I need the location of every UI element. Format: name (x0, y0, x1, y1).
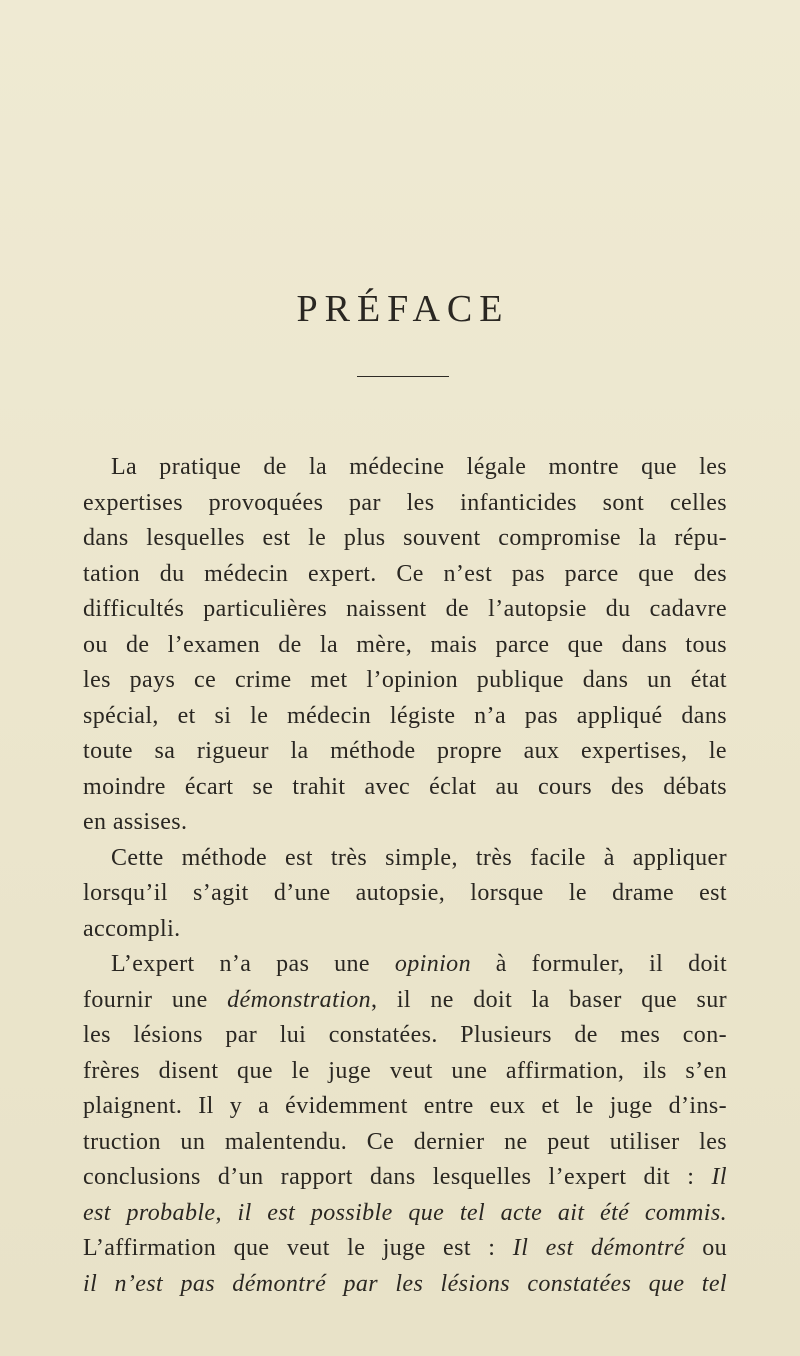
text-line (83, 947, 727, 983)
text-line: les pays ce crime met l’opinion publique dans un état (83, 667, 727, 693)
paragraph-2 (83, 841, 727, 948)
emphasis-text: il n’est pas démontré par les lésions constatées que tel (83, 1270, 727, 1297)
text-line (83, 1267, 727, 1303)
text-line: expertises provoquées par les infanticides sont celles (83, 489, 727, 516)
text-run: , il ne doit la baser que sur (371, 986, 727, 1013)
text-line: Cette méthode est très simple, très facile à appliquer (111, 844, 727, 871)
paragraph-1 (83, 450, 727, 841)
emphasis-text: est probable (83, 1199, 216, 1226)
text-line: frères disent que le juge veut une affirmation, ils s’en (83, 1057, 727, 1084)
text-run: L’affirmation que veut le juge est : (83, 1235, 513, 1261)
text-run: L’expert n’a pas une (111, 951, 395, 977)
text-line (83, 1231, 727, 1267)
text-line: les lésions par lui constatées. Plusieurs de mes con- (83, 1022, 727, 1048)
text-line: ou de l’examen de la mère, mais parce que dans tous (83, 631, 727, 658)
text-line: moindre écart se trahit avec éclat au cours des débats (83, 773, 727, 800)
text-line (83, 1160, 727, 1196)
text-run: conclusions d’un rapport dans lesquelles l’expert dit : (83, 1164, 712, 1190)
emphasis-text: démonstration (227, 986, 372, 1013)
text-line: tation du médecin expert. Ce n’est pas parce que des (83, 560, 727, 587)
text-line: toute sa rigueur la méthode propre aux expertises, le (83, 738, 727, 764)
text-run: fournir une (83, 986, 228, 1013)
text-line: lorsqu’il s’agit d’une autopsie, lorsque le drame est (83, 880, 727, 906)
text-line: plaignent. Il y a évidemment entre eux et le juge d’ins- (83, 1093, 727, 1119)
page-title: PRÉFACE (296, 288, 510, 330)
text-line: truction un malentendu. Ce dernier ne peut utiliser les (83, 1128, 727, 1155)
paragraph-3 (83, 947, 727, 1302)
emphasis-text: opinion (394, 951, 471, 977)
text-line: La pratique de la médecine légale montre que les (111, 454, 727, 480)
text-line: spécial, et si le médecin légiste n’a pas appliqué dans (83, 702, 727, 729)
text-line (83, 983, 727, 1019)
text-line: accompli. (83, 915, 181, 942)
title-divider (357, 376, 449, 377)
text-run: , (215, 1199, 238, 1226)
text-line: en assises. (83, 809, 188, 835)
text-line: dans lesquelles est le plus souvent compromise la répu- (83, 525, 727, 551)
emphasis-text: Il (711, 1164, 727, 1190)
emphasis-text: Il est démontré (512, 1235, 685, 1261)
text-line (83, 1196, 727, 1232)
text-run: ou (684, 1235, 728, 1261)
preface-body (83, 450, 727, 1302)
emphasis-text: il est possible que tel acte ait été commis. (237, 1199, 727, 1226)
text-line: difficultés particulières naissent de l’autopsie du cadavre (83, 596, 727, 622)
text-run: à formuler, il doit (470, 951, 728, 977)
